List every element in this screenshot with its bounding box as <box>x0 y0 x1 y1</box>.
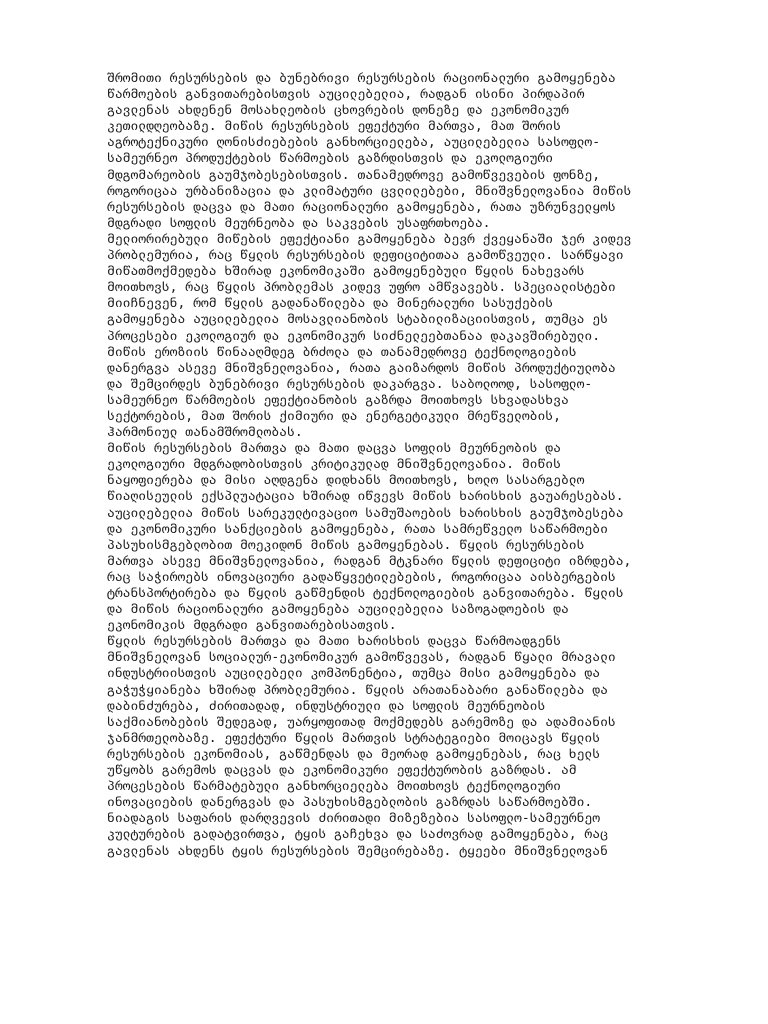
text-line: ჯანმრთელობაზე. ეფექტური წყლის მართვის სტრატეგიები მოიცავს წყლის <box>107 730 601 746</box>
text-line: სექტორების, მათ შორის ქიმიური და ენერგეტიკული მრეწველობის, <box>107 408 561 424</box>
text-line: ჰარმონიულ თანამშრომლობას. <box>107 425 303 441</box>
text-line: გაჭუჭყიანება ხშირად პრობლემურია. წყლის არათანაბარი განაწილება და <box>107 682 608 698</box>
text-line: ნიადაგის საფარის დარღვევის ძირითადი მიზეზებია სასოფლო-სამეურნეო <box>107 811 601 827</box>
text-line: მოითხოვს, რაც წყლის პრობლემას კიდევ უფრო ამწვავებს. სპეციალისტები <box>107 280 616 296</box>
text-line: რესურსების დაცვა და მათი რაციონალური გამოყენება, რათა უზრუნველყოს <box>107 199 616 215</box>
text-line: ეკონომიკის მდგრადი განვითარებისათვის. <box>107 618 397 634</box>
text-line: რესურსების ეკონომიას, გაწმენდას და მეორად გამოყენებას, რაც ხელს <box>107 746 601 762</box>
text-line: შრომითი რესურსების და ბუნებრივი რესურსების რაციონალური გამოყენება <box>107 71 616 86</box>
text-line: ტრანსპორტირება და წყლის გაწმენდის ტექნოლოგიების განვითარება. წყლის <box>107 586 624 601</box>
text-line: წიაღისეულის ექსპლუატაცია ხშირად იწვევს მიწის ხარისხის გაუარესებას. <box>107 489 624 505</box>
text-line: წყლის რესურსების მართვა და მათი ხარისხის დაცვა წარმოადგენს <box>107 634 561 650</box>
text-line: აგროტექნიკური ღონისძიებების განხორციელება, აუცილებელია სასოფლო- <box>107 135 601 151</box>
text-line: პროცესების წარმატებული განხორციელება მოითხოვს ტექნოლოგიური <box>107 779 561 795</box>
text-line: მიწათმოქმედება ხშირად ეკონომიკაში გამოყენებული წყლის ნახევარს <box>107 264 585 280</box>
text-line: რაც საჭიროებს ინოვაციური გადაწყვეტილებების, როგორიცაა აისბერგების <box>107 569 616 585</box>
text-line: მართვა ასევე მნიშვნელოვანია, რადგან მტკნარი წყლის დეფიციტი იზრდება, <box>107 553 632 569</box>
text-line: მდგრადი სოფლის მეურნეობა და საკვების უსაფრთხოება. <box>107 215 491 231</box>
text-line: პროცესები ეკოლოგიურ და ეკონომიკურ სიძნელეებთანაა დაკავშირებული. <box>107 328 601 344</box>
text-line: მიწის რესურსების მართვა და მათი დაცვა სოფლის მეურნეობის და <box>107 441 561 457</box>
text-line: კეთილდღეობაზე. მიწის რესურსების ეფექტური მართვა, მათ შორის <box>107 119 561 135</box>
text-line: დანერგვა ასევე მნიშვნელოვანია, რათა გაიზარდოს მიწის პროდუქტიულობა <box>107 360 616 376</box>
text-line: მელიორირებული მიწების ეფექტიანი გამოყენება ბევრ ქვეყანაში ჯერ კიდევ <box>107 231 632 247</box>
text-line: მიიჩნევენ, რომ წყლის გადანაწილება და მინერალური სასუქების <box>107 296 554 312</box>
text-line: და მიწის რაციონალური გამოყენება აუცილებელია საზოგადოების და <box>107 602 569 618</box>
text-line: და შემცირდეს ბუნებრივი რესურსების დაკარგვა. საბოლოოდ, სასოფლო- <box>107 376 593 392</box>
text-line: გავლენას ახდენს ტყის რესურსების შემცირებაზე. ტყეები მნიშვნელოვან <box>107 843 608 859</box>
text-line: საქმიანობების შედეგად, უარყოფითად მოქმედებს გარემოზე და ადამიანის <box>107 714 616 730</box>
body-text <box>107 71 667 860</box>
text-line: კულტურების გადატვირთვა, ტყის გაჩეხვა და საძოვრად გამოყენება, რაც <box>107 827 608 843</box>
text-line: სამეურნეო პროდუქტების წარმოების გაზრდისთვის და ეკოლოგიური <box>107 151 554 167</box>
text-line: უწყობს გარემოს დაცვას და ეკონომიკური ეფექტურობის გაზრდას. ამ <box>107 763 577 779</box>
text-line: ნაყოფიერება და მისი აღდგენა დიდხანს მოითხოვს, ხოლო სასარგებლო <box>107 473 585 489</box>
text-line: პასუხისმგებლობით მოეკიდონ მიწის გამოყენებას. წყლის რესურსების <box>107 537 585 553</box>
text-line: მიწის ეროზიის წინააღმდეგ ბრძოლა და თანამედროვე ტექნოლოგიების <box>107 344 577 360</box>
text-line: მდგომარეობის გაუმჯობესებისთვის. თანამედროვე გამოწვევების ფონზე, <box>107 167 601 183</box>
text-line: ინოვაციების დანერგვას და პასუხისმგებლობის გაზრდას საწარმოებში. <box>107 795 593 811</box>
text-line: გამოყენება აუცილებელია მოსავლიანობის სტაბილიზაციისთვის, თუმცა ეს <box>107 312 608 328</box>
text-line: აუცილებელია მიწის სარეკულტივაციო სამუშაოების ხარისხის გაუმჯობესება <box>107 505 624 521</box>
text-line: მნიშვნელოვან სოციალურ-ეკონომიკურ გამოწვევას, რადგან წყალი მრავალი <box>107 650 616 666</box>
text-line: სამეურნეო წარმოების ეფექტიანობის გაზრდა მოითხოვს სხვადასხვა <box>107 392 569 408</box>
text-line: და ეკონომიკური სანქციების გამოყენება, რათა სამრეწველო საწარმოები <box>107 521 608 537</box>
text-line: გავლენას ახდენენ მოსახლეობის ცხოვრების დონეზე და ეკონომიკურ <box>107 103 569 119</box>
text-line: როგორიცაა ურბანიზაცია და კლიმატური ცვლილებები, მნიშვნელოვანია მიწის <box>107 183 632 199</box>
text-line: ეკოლოგიური მდგრადობისთვის კრიტიკულად მნიშვნელოვანია. მიწის <box>107 457 561 473</box>
text-line: ინდუსტრიისთვის აუცილებელი კომპონენტია, თუმცა მისი გამოყენება და <box>107 666 601 682</box>
text-line: დაბინძურება, ძირითადად, ინდუსტრიული და სოფლის მეურნეობის <box>107 698 546 714</box>
text-line: პრობლემურია, რაც წყლის რესურსების დეფიციტითაა გამოწვეული. სარწყავი <box>107 248 624 264</box>
text-line: წარმოების განვითარებისთვის აუცილებელია, რადგან ისინი პირდაპირ <box>107 87 585 103</box>
